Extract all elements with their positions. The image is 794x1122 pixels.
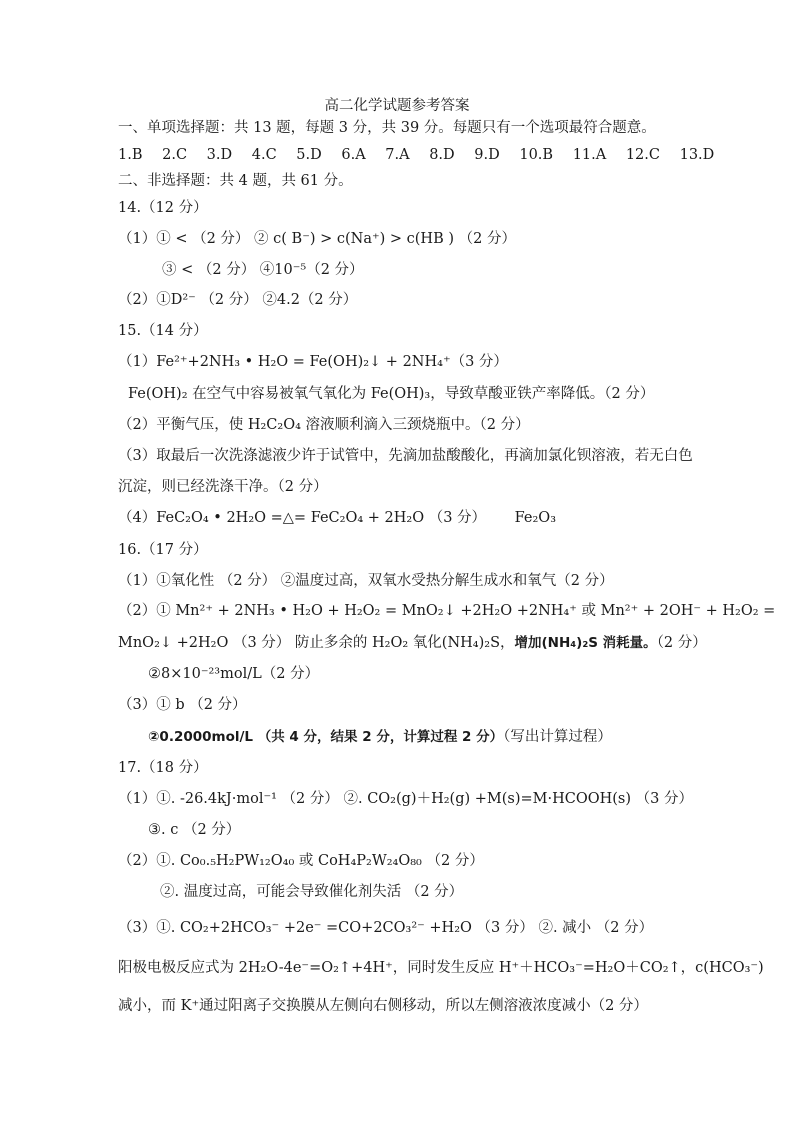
q15-line: Fe(OH)₂ 在空气中容易被氧气氧化为 Fe(OH)₃，导致草酸亚铁产率降低。（2 分）: [128, 386, 655, 402]
q17-line: 减小，而 K⁺通过阳离子交换膜从左侧向右侧移动，所以左侧溶液浓度减小（2 分）: [118, 998, 648, 1014]
q15-heading: 15.（14 分）: [118, 323, 208, 339]
q14-line: ③ < （2 分） ④10⁻⁵（2 分）: [162, 262, 364, 278]
q15-equation: （4）FeC₂O₄ • 2H₂O =△= FeC₂O₄ + 2H₂O （3 分）: [118, 510, 487, 526]
q15-line: 沉淀，则已经洗涤干净。（2 分）: [118, 479, 328, 495]
q17-line: （1）①. -26.4kJ·mol⁻¹ （2 分） ②. CO₂(g)＋H₂(g) +M(s)=M·HCOOH(s) （3 分）: [118, 791, 693, 807]
mc-answer: 9.D: [474, 147, 500, 163]
section2-heading: 二、非选择题：共 4 题，共 61 分。: [118, 173, 353, 189]
q17-line: （3）①. CO₂+2HCO₃⁻ +2e⁻ =CO+2CO₃²⁻ +H₂O （3 分） ②. 减小 （2 分）: [118, 920, 654, 936]
mc-answer: 12.C: [625, 147, 660, 163]
q15-product: Fe₂O₃: [514, 510, 557, 526]
q16-bold-text: 增加(NH₄)₂S 消耗量。: [514, 635, 657, 651]
q17-heading: 17.（18 分）: [118, 760, 208, 776]
mc-answer: 10.B: [519, 147, 554, 163]
q16-note: （写出计算过程）: [503, 729, 612, 745]
q15-line: （1）Fe²⁺+2NH₃ • H₂O = Fe(OH)₂↓ + 2NH₄⁺（3 分）: [118, 354, 508, 370]
q14-line: （2）①D²⁻ （2 分） ②4.2（2 分）: [118, 292, 358, 308]
q16-line: （2）① Mn²⁺ + 2NH₃ • H₂O + H₂O₂ = MnO₂↓ +2H₂O +2NH₄⁺ 或 Mn²⁺ + 2OH⁻ + H₂O₂ =: [118, 603, 776, 619]
q14-heading: 14.（12 分）: [118, 200, 208, 216]
mc-answer: 11.A: [572, 147, 607, 163]
q15-line: [118, 508, 556, 528]
mc-answer: 5.D: [296, 147, 322, 163]
mc-answer: 7.A: [385, 147, 410, 163]
page-title: 高二化学试题参考答案: [324, 98, 470, 114]
q16-heading: 16.（17 分）: [118, 542, 208, 558]
mc-answer: 3.D: [206, 147, 233, 163]
q16-line: ②8×10⁻²³mol/L（2 分）: [148, 666, 320, 682]
mc-answer: 1.B: [118, 147, 143, 163]
q16-score: （2 分）: [656, 635, 707, 651]
q16-bold-text: ②0.2000mol/L （共 4 分，结果 2 分，计算过程 2 分）: [148, 729, 504, 745]
mc-answer: 6.A: [341, 147, 366, 163]
q16-line: （3）① b （2 分）: [118, 697, 247, 713]
q16-line: （1）①氧化性 （2 分） ②温度过高，双氧水受热分解生成水和氧气（2 分）: [118, 573, 614, 589]
q16-text: MnO₂↓ +2H₂O （3 分） 防止多余的 H₂O₂ 氧化(NH₄)₂S，: [118, 635, 515, 651]
q16-line: [118, 633, 707, 653]
q17-line: （2）①. Co₀.₅H₂PW₁₂O₄₀ 或 CoH₄P₂W₂₄O₈₀ （2 分）: [118, 853, 484, 869]
q14-line: （1）① < （2 分） ② c( B⁻) > c(Na⁺) > c(HB ) （2 分）: [118, 231, 516, 247]
mc-answer: 13.D: [679, 147, 715, 163]
q15-line: （3）取最后一次洗涤滤液少许于试管中，先滴加盐酸酸化，再滴加氯化钡溶液，若无白色: [118, 448, 693, 464]
mc-answer: 8.D: [429, 147, 455, 163]
section1-heading: 一、单项选择题：共 13 题，每题 3 分，共 39 分。每题只有一个选项最符合题意。: [118, 120, 656, 136]
q15-line: （2）平衡气压，使 H₂C₂O₄ 溶液顺利滴入三颈烧瓶中。（2 分）: [118, 417, 530, 433]
q17-line: ③. c （2 分）: [148, 822, 241, 838]
q17-line: 阳极电极反应式为 2H₂O-4e⁻=O₂↑+4H⁺，同时发生反应 H⁺＋HCO₃⁻=H₂O＋CO₂↑，c(HCO₃⁻): [118, 960, 764, 976]
mc-answer: 2.C: [162, 147, 188, 163]
q17-line: ②. 温度过高，可能会导致催化剂失活 （2 分）: [160, 884, 464, 900]
mc-answer: 4.C: [251, 147, 277, 163]
q16-line: [148, 727, 612, 747]
mc-answer-list: [118, 145, 729, 165]
